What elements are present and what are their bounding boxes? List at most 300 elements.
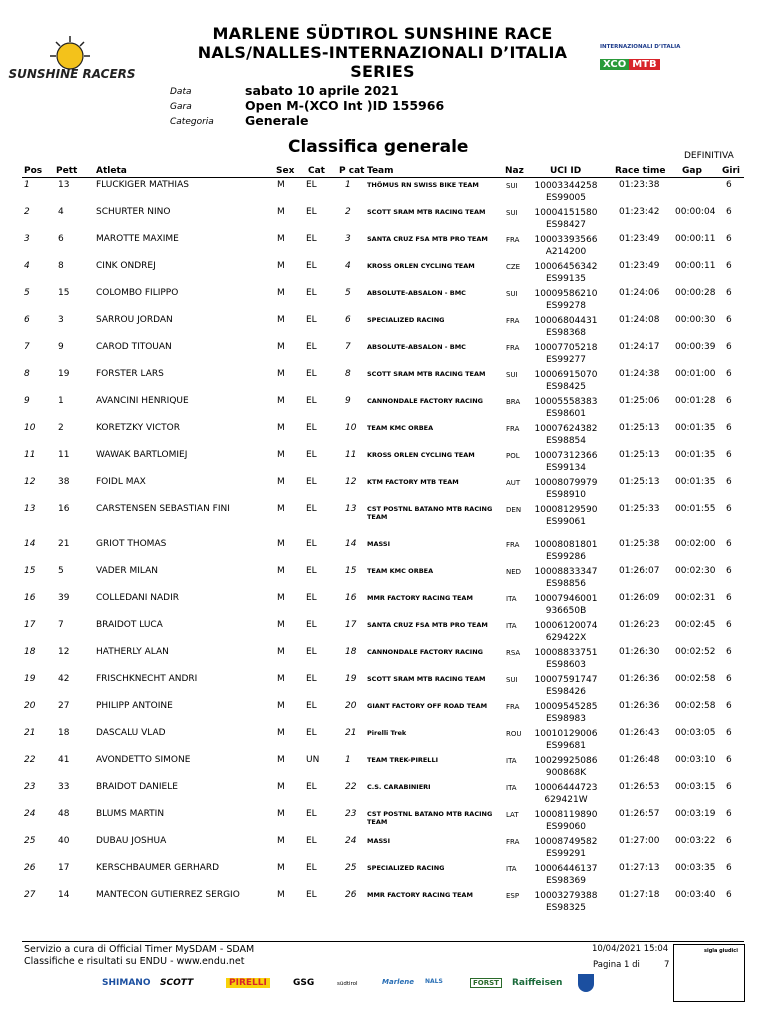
data-label: Data xyxy=(170,87,192,97)
cell-pcat: 18 xyxy=(345,647,357,657)
cell-gap: 00:02:45 xyxy=(675,620,716,630)
cell-atleta: PHILIPP ANTOINE xyxy=(96,701,173,711)
col-cat: Cat xyxy=(308,166,325,176)
cell-naz: ITA xyxy=(506,757,517,765)
cell-cat: EL xyxy=(306,674,317,684)
cell-atleta: BLUMS MARTIN xyxy=(96,809,165,819)
cell-pett: 12 xyxy=(58,647,70,657)
cell-giri: 6 xyxy=(726,701,732,711)
cell-uci: 10009586210 ES99278 xyxy=(534,289,598,311)
cell-gap: 00:00:04 xyxy=(675,207,716,217)
cell-pett: 5 xyxy=(58,566,64,576)
cell-naz: RSA xyxy=(506,649,521,657)
cell-sex: M xyxy=(277,566,285,576)
cell-sex: M xyxy=(277,234,285,244)
cell-time: 01:26:43 xyxy=(619,728,660,738)
cell-pos: 5 xyxy=(24,288,30,298)
cell-time: 01:27:00 xyxy=(619,836,660,846)
cell-giri: 6 xyxy=(726,863,732,873)
cell-sex: M xyxy=(277,674,285,684)
cell-cat: EL xyxy=(306,647,317,657)
cell-giri: 6 xyxy=(726,647,732,657)
sponsor-shimano: SHIMANO xyxy=(102,978,151,988)
cell-sex: M xyxy=(277,728,285,738)
cell-giri: 6 xyxy=(726,504,732,514)
cell-pett: 40 xyxy=(58,836,70,846)
cell-naz: FRA xyxy=(506,703,520,711)
cell-pett: 38 xyxy=(58,477,70,487)
col-pos: Pos xyxy=(24,166,43,176)
cell-team: KROSS ORLEN CYCLING TEAM xyxy=(367,451,475,459)
cell-cat: EL xyxy=(306,396,317,406)
cell-pcat: 14 xyxy=(345,539,357,549)
cell-time: 01:24:06 xyxy=(619,288,660,298)
cell-pos: 24 xyxy=(24,809,36,819)
cell-gap: 00:02:00 xyxy=(675,539,716,549)
cell-pos: 7 xyxy=(24,342,30,352)
cell-naz: FRA xyxy=(506,236,520,244)
cell-sex: M xyxy=(277,207,285,217)
cell-team: THÖMUS RN SWISS BIKE TEAM xyxy=(367,181,479,189)
cell-pos: 15 xyxy=(24,566,36,576)
cell-team: MMR FACTORY RACING TEAM xyxy=(367,594,473,602)
cell-gap: 00:03:19 xyxy=(675,809,716,819)
cell-team: CST POSTNL BATANO MTB RACING TEAM xyxy=(367,810,493,826)
footer-divider xyxy=(22,941,744,942)
col-giri: Giri xyxy=(722,166,740,176)
cell-uci: 10006915070 ES98425 xyxy=(534,370,598,392)
cell-uci: 10006444723 629421W xyxy=(534,783,598,805)
cell-pett: 15 xyxy=(58,288,70,298)
cell-time: 01:26:30 xyxy=(619,647,660,657)
cell-giri: 6 xyxy=(726,369,732,379)
col-team: Team xyxy=(367,166,394,176)
cell-sex: M xyxy=(277,180,285,190)
cell-sex: M xyxy=(277,342,285,352)
cell-pett: 42 xyxy=(58,674,70,684)
cell-pos: 12 xyxy=(24,477,36,487)
cell-gap: 00:02:58 xyxy=(675,674,716,684)
cell-giri: 6 xyxy=(726,782,732,792)
cell-cat: EL xyxy=(306,207,317,217)
cell-uci: 10007312366 ES99134 xyxy=(534,451,598,473)
cell-uci: 10008081801 ES99286 xyxy=(534,540,598,562)
sponsor-forst: FORST xyxy=(470,978,502,988)
cell-atleta: FRISCHKNECHT ANDRI xyxy=(96,674,198,684)
cell-cat: EL xyxy=(306,315,317,325)
cell-atleta: CAROD TITOUAN xyxy=(96,342,172,352)
cell-uci: 10029925086 900868K xyxy=(534,756,598,778)
cell-naz: SUI xyxy=(506,371,518,379)
cell-time: 01:26:07 xyxy=(619,566,660,576)
cell-uci: 10003344258 ES99005 xyxy=(534,181,598,203)
cell-team: CST POSTNL BATANO MTB RACING TEAM xyxy=(367,505,493,521)
cell-team: SCOTT SRAM MTB RACING TEAM xyxy=(367,208,486,216)
race-title: MARLENE SÜDTIROL SUNSHINE RACE NALS/NALLES-INTERNAZIONALI D’ITALIA SERIES xyxy=(197,24,568,81)
internazionali-italia-logo: INTERNAZIONALI D’ITALIA XCO MTB xyxy=(600,44,681,70)
status-label: DEFINITIVA xyxy=(684,151,734,161)
cell-pcat: 6 xyxy=(345,315,351,325)
cell-atleta: FOIDL MAX xyxy=(96,477,146,487)
col-sex: Sex xyxy=(276,166,295,176)
cell-pett: 14 xyxy=(58,890,70,900)
col-pcat: P cat xyxy=(339,166,365,176)
cell-naz: ITA xyxy=(506,784,517,792)
cell-uci: 10004151580 ES98427 xyxy=(534,208,598,230)
cell-pett: 18 xyxy=(58,728,70,738)
cell-uci: 10007591747 ES98426 xyxy=(534,675,598,697)
cell-sex: M xyxy=(277,809,285,819)
cell-sex: M xyxy=(277,701,285,711)
col-uci: UCI ID xyxy=(550,166,582,176)
page-label: Pagina 1 di xyxy=(593,960,640,970)
cell-pcat: 12 xyxy=(345,477,357,487)
cell-gap: 00:01:00 xyxy=(675,369,716,379)
cell-giri: 6 xyxy=(726,620,732,630)
cell-pcat: 20 xyxy=(345,701,357,711)
cell-sex: M xyxy=(277,890,285,900)
cell-pcat: 9 xyxy=(345,396,351,406)
cell-gap: 00:02:58 xyxy=(675,701,716,711)
cell-naz: CZE xyxy=(506,263,521,271)
cell-naz: SUI xyxy=(506,676,518,684)
cell-gap: 00:02:31 xyxy=(675,593,716,603)
cell-giri: 6 xyxy=(726,477,732,487)
cell-giri: 6 xyxy=(726,450,732,460)
cell-gap: 00:00:28 xyxy=(675,288,716,298)
cell-atleta: FLUCKIGER MATHIAS xyxy=(96,180,189,190)
cell-time: 01:25:13 xyxy=(619,477,660,487)
cell-naz: FRA xyxy=(506,425,520,433)
cell-team: CANNONDALE FACTORY RACING xyxy=(367,397,483,405)
cell-pos: 9 xyxy=(24,396,30,406)
cell-sex: M xyxy=(277,315,285,325)
cell-gap: 00:03:05 xyxy=(675,728,716,738)
cell-naz: BRA xyxy=(506,398,521,406)
cell-naz: SUI xyxy=(506,290,518,298)
cell-giri: 6 xyxy=(726,809,732,819)
cell-gap: 00:00:11 xyxy=(675,261,716,271)
gara-value: Open M-(XCO Int )ID 155966 xyxy=(245,98,445,113)
cell-pcat: 21 xyxy=(345,728,357,738)
cell-giri: 6 xyxy=(726,836,732,846)
cell-time: 01:24:08 xyxy=(619,315,660,325)
cell-atleta: MAROTTE MAXIME xyxy=(96,234,179,244)
cell-gap: 00:03:15 xyxy=(675,782,716,792)
cell-time: 01:24:17 xyxy=(619,342,660,352)
cell-team: CANNONDALE FACTORY RACING xyxy=(367,648,483,656)
cell-pett: 13 xyxy=(58,180,70,190)
cell-cat: EL xyxy=(306,477,317,487)
cell-pett: 39 xyxy=(58,593,70,603)
cell-atleta: HATHERLY ALAN xyxy=(96,647,169,657)
cell-team: KROSS ORLEN CYCLING TEAM xyxy=(367,262,475,270)
cell-giri: 6 xyxy=(726,396,732,406)
cell-atleta: BRAIDOT LUCA xyxy=(96,620,163,630)
col-time: Race time xyxy=(615,166,666,176)
cell-pcat: 13 xyxy=(345,504,357,514)
cell-gap: 00:03:35 xyxy=(675,863,716,873)
cell-uci: 10008079979 ES98910 xyxy=(534,478,598,500)
cell-cat: EL xyxy=(306,890,317,900)
cell-time: 01:25:13 xyxy=(619,423,660,433)
cell-sex: M xyxy=(277,755,285,765)
cell-team: TEAM TREK-PIRELLI xyxy=(367,756,439,764)
sponsor-marlene: Marlene xyxy=(382,978,415,986)
cell-team: SCOTT SRAM MTB RACING TEAM xyxy=(367,675,486,683)
cell-gap: 00:00:39 xyxy=(675,342,716,352)
cell-cat: EL xyxy=(306,504,317,514)
cell-pos: 22 xyxy=(24,755,36,765)
cell-naz: ROU xyxy=(506,730,522,738)
cell-team: SPECIALIZED RACING xyxy=(367,316,445,324)
sponsor-raiffeisen: Raiffeisen xyxy=(512,978,563,988)
cell-pett: 8 xyxy=(58,261,64,271)
cell-pcat: 7 xyxy=(345,342,351,352)
cell-cat: EL xyxy=(306,180,317,190)
cell-cat: EL xyxy=(306,423,317,433)
header-divider xyxy=(22,177,744,178)
print-timestamp: 10/04/2021 15:04 xyxy=(592,944,669,954)
cell-team: SANTA CRUZ FSA MTB PRO TEAM xyxy=(367,621,488,629)
cell-gap: 00:01:28 xyxy=(675,396,716,406)
coat-of-arms-icon xyxy=(578,974,594,992)
cell-uci: 10008119890 ES99060 xyxy=(534,810,598,832)
col-naz: Naz xyxy=(505,166,524,176)
cell-sex: M xyxy=(277,863,285,873)
cell-sex: M xyxy=(277,396,285,406)
cell-uci: 10007946001 936650B xyxy=(534,594,598,616)
cell-team: GIANT FACTORY OFF ROAD TEAM xyxy=(367,702,488,710)
cell-pcat: 24 xyxy=(345,836,357,846)
cell-pos: 19 xyxy=(24,674,36,684)
cell-pett: 21 xyxy=(58,539,70,549)
cell-giri: 6 xyxy=(726,234,732,244)
cell-time: 01:23:42 xyxy=(619,207,660,217)
cell-naz: ITA xyxy=(506,622,517,630)
results-credit: Classifiche e risultati su ENDU - www.endu.net xyxy=(24,956,245,967)
cell-uci: 10003279388 ES98325 xyxy=(534,891,598,913)
cell-uci: 10010129006 ES99681 xyxy=(534,729,598,751)
cell-uci: 10008129590 ES99061 xyxy=(534,505,598,527)
cell-gap: 00:00:30 xyxy=(675,315,716,325)
cell-atleta: FORSTER LARS xyxy=(96,369,164,379)
cell-atleta: DASCALU VLAD xyxy=(96,728,166,738)
cell-cat: EL xyxy=(306,566,317,576)
cell-time: 01:26:53 xyxy=(619,782,660,792)
cell-naz: ESP xyxy=(506,892,520,900)
cell-giri: 6 xyxy=(726,890,732,900)
cell-pcat: 22 xyxy=(345,782,357,792)
cell-pos: 18 xyxy=(24,647,36,657)
cell-team: C.S. CARABINIERI xyxy=(367,783,431,791)
cell-sex: M xyxy=(277,836,285,846)
cell-cat: EL xyxy=(306,836,317,846)
cell-sex: M xyxy=(277,539,285,549)
cell-cat: EL xyxy=(306,539,317,549)
cell-uci: 10006804431 ES98368 xyxy=(534,316,598,338)
cell-gap: 00:03:22 xyxy=(675,836,716,846)
cell-pett: 16 xyxy=(58,504,70,514)
cell-gap: 00:01:55 xyxy=(675,504,716,514)
col-pett: Pett xyxy=(56,166,78,176)
sponsor-pirelli: PIRELLI xyxy=(226,978,270,988)
cell-pos: 20 xyxy=(24,701,36,711)
cell-pcat: 5 xyxy=(345,288,351,298)
cell-uci: 10005558383 ES98601 xyxy=(534,397,598,419)
sponsor-nals: NALS xyxy=(425,978,443,985)
cell-sex: M xyxy=(277,477,285,487)
mtb-badge: MTB xyxy=(629,59,659,70)
cell-pett: 1 xyxy=(58,396,64,406)
cell-naz: NED xyxy=(506,568,522,576)
cell-uci: 10007624382 ES98854 xyxy=(534,424,598,446)
cell-time: 01:25:06 xyxy=(619,396,660,406)
cell-pett: 7 xyxy=(58,620,64,630)
page-total: 7 xyxy=(664,960,670,970)
cell-giri: 6 xyxy=(726,315,732,325)
cell-time: 01:26:23 xyxy=(619,620,660,630)
cell-pos: 11 xyxy=(24,450,36,460)
cell-sex: M xyxy=(277,504,285,514)
cell-time: 01:27:18 xyxy=(619,890,660,900)
cell-time: 01:23:38 xyxy=(619,180,660,190)
cell-pos: 14 xyxy=(24,539,36,549)
cell-naz: POL xyxy=(506,452,520,460)
cell-pcat: 25 xyxy=(345,863,357,873)
cell-giri: 6 xyxy=(726,755,732,765)
cell-time: 01:26:48 xyxy=(619,755,660,765)
svg-text:SUNSHINE RACERS: SUNSHINE RACERS xyxy=(8,67,136,81)
cell-cat: EL xyxy=(306,728,317,738)
cell-atleta: MANTECON GUTIERREZ SERGIO xyxy=(96,890,240,900)
cell-cat: EL xyxy=(306,288,317,298)
cell-atleta: CINK ONDREJ xyxy=(96,261,156,271)
cell-team: SANTA CRUZ FSA MTB PRO TEAM xyxy=(367,235,488,243)
cell-pos: 27 xyxy=(24,890,36,900)
cell-atleta: BRAIDOT DANIELE xyxy=(96,782,178,792)
cell-time: 01:24:38 xyxy=(619,369,660,379)
cell-pcat: 17 xyxy=(345,620,357,630)
cell-pcat: 15 xyxy=(345,566,357,576)
col-gap: Gap xyxy=(682,166,702,176)
cell-pos: 17 xyxy=(24,620,36,630)
cell-giri: 6 xyxy=(726,342,732,352)
cell-sex: M xyxy=(277,423,285,433)
cell-cat: EL xyxy=(306,593,317,603)
sponsor-sudtirol: südtirol xyxy=(337,981,358,987)
cell-team: MMR FACTORY RACING TEAM xyxy=(367,891,473,899)
cell-cat: EL xyxy=(306,234,317,244)
cell-team: Pirelli Trek xyxy=(367,729,407,737)
cell-giri: 6 xyxy=(726,674,732,684)
cell-team: SPECIALIZED RACING xyxy=(367,864,445,872)
cell-sex: M xyxy=(277,450,285,460)
cell-team: TEAM KMC ORBEA xyxy=(367,567,434,575)
cell-giri: 6 xyxy=(726,180,732,190)
cell-naz: ITA xyxy=(506,865,517,873)
service-credit: Servizio a cura di Official Timer MySDAM - SDAM xyxy=(24,944,255,955)
cell-pos: 25 xyxy=(24,836,36,846)
cell-pos: 8 xyxy=(24,369,30,379)
cell-team: TEAM KMC ORBEA xyxy=(367,424,434,432)
cell-pcat: 3 xyxy=(345,234,351,244)
cell-naz: LAT xyxy=(506,811,519,819)
cell-gap: 00:00:11 xyxy=(675,234,716,244)
cell-atleta: KERSCHBAUMER GERHARD xyxy=(96,863,220,873)
cell-time: 01:25:38 xyxy=(619,539,660,549)
cell-atleta: COLLEDANI NADIR xyxy=(96,593,179,603)
cell-atleta: AVANCINI HENRIQUE xyxy=(96,396,189,406)
cell-pos: 21 xyxy=(24,728,36,738)
cell-pos: 10 xyxy=(24,423,36,433)
cell-atleta: SARROU JORDAN xyxy=(96,315,173,325)
cell-naz: DEN xyxy=(506,506,522,514)
cell-pcat: 8 xyxy=(345,369,351,379)
cell-pett: 17 xyxy=(58,863,70,873)
cell-sex: M xyxy=(277,620,285,630)
cell-pos: 23 xyxy=(24,782,36,792)
cell-naz: ITA xyxy=(506,595,517,603)
cell-time: 01:26:09 xyxy=(619,593,660,603)
cell-uci: 10008833347 ES98856 xyxy=(534,567,598,589)
cell-gap: 00:03:40 xyxy=(675,890,716,900)
cell-pos: 26 xyxy=(24,863,36,873)
cell-sex: M xyxy=(277,261,285,271)
cell-pcat: 19 xyxy=(345,674,357,684)
cell-naz: AUT xyxy=(506,479,521,487)
cell-cat: EL xyxy=(306,450,317,460)
cell-giri: 6 xyxy=(726,539,732,549)
cell-atleta: CARSTENSEN SEBASTIAN FINI xyxy=(96,504,230,514)
sponsor-scott: SCOTT xyxy=(160,978,194,988)
cell-time: 01:25:13 xyxy=(619,450,660,460)
cell-team: ABSOLUTE-ABSALON - BMC xyxy=(367,343,466,351)
cell-cat: EL xyxy=(306,809,317,819)
cell-pett: 48 xyxy=(58,809,70,819)
cell-time: 01:26:36 xyxy=(619,701,660,711)
cell-cat: EL xyxy=(306,701,317,711)
sunshine-racers-logo xyxy=(8,34,136,94)
cell-pos: 6 xyxy=(24,315,30,325)
cell-naz: FRA xyxy=(506,838,520,846)
data-value: sabato 10 aprile 2021 xyxy=(245,83,399,98)
cell-atleta: GRIOT THOMAS xyxy=(96,539,167,549)
cell-giri: 6 xyxy=(726,728,732,738)
cell-giri: 6 xyxy=(726,593,732,603)
gara-label: Gara xyxy=(170,102,192,112)
cell-pos: 2 xyxy=(24,207,30,217)
cell-pos: 13 xyxy=(24,504,36,514)
cell-pett: 2 xyxy=(58,423,64,433)
categoria-value: Generale xyxy=(245,113,309,128)
cell-atleta: SCHURTER NINO xyxy=(96,207,171,217)
cell-cat: EL xyxy=(306,863,317,873)
cell-uci: 10008833751 ES98603 xyxy=(534,648,598,670)
cell-giri: 6 xyxy=(726,566,732,576)
cell-time: 01:27:13 xyxy=(619,863,660,873)
cell-naz: SUI xyxy=(506,209,518,217)
cell-atleta: AVONDETTO SIMONE xyxy=(96,755,191,765)
cell-sex: M xyxy=(277,647,285,657)
cell-uci: 10006446137 ES98369 xyxy=(534,864,598,886)
cell-pos: 3 xyxy=(24,234,30,244)
cell-pcat: 1 xyxy=(345,755,351,765)
cell-uci: 10006120074 629422X xyxy=(534,621,598,643)
cell-sex: M xyxy=(277,288,285,298)
cell-cat: EL xyxy=(306,342,317,352)
cell-team: MASSI xyxy=(367,837,390,845)
